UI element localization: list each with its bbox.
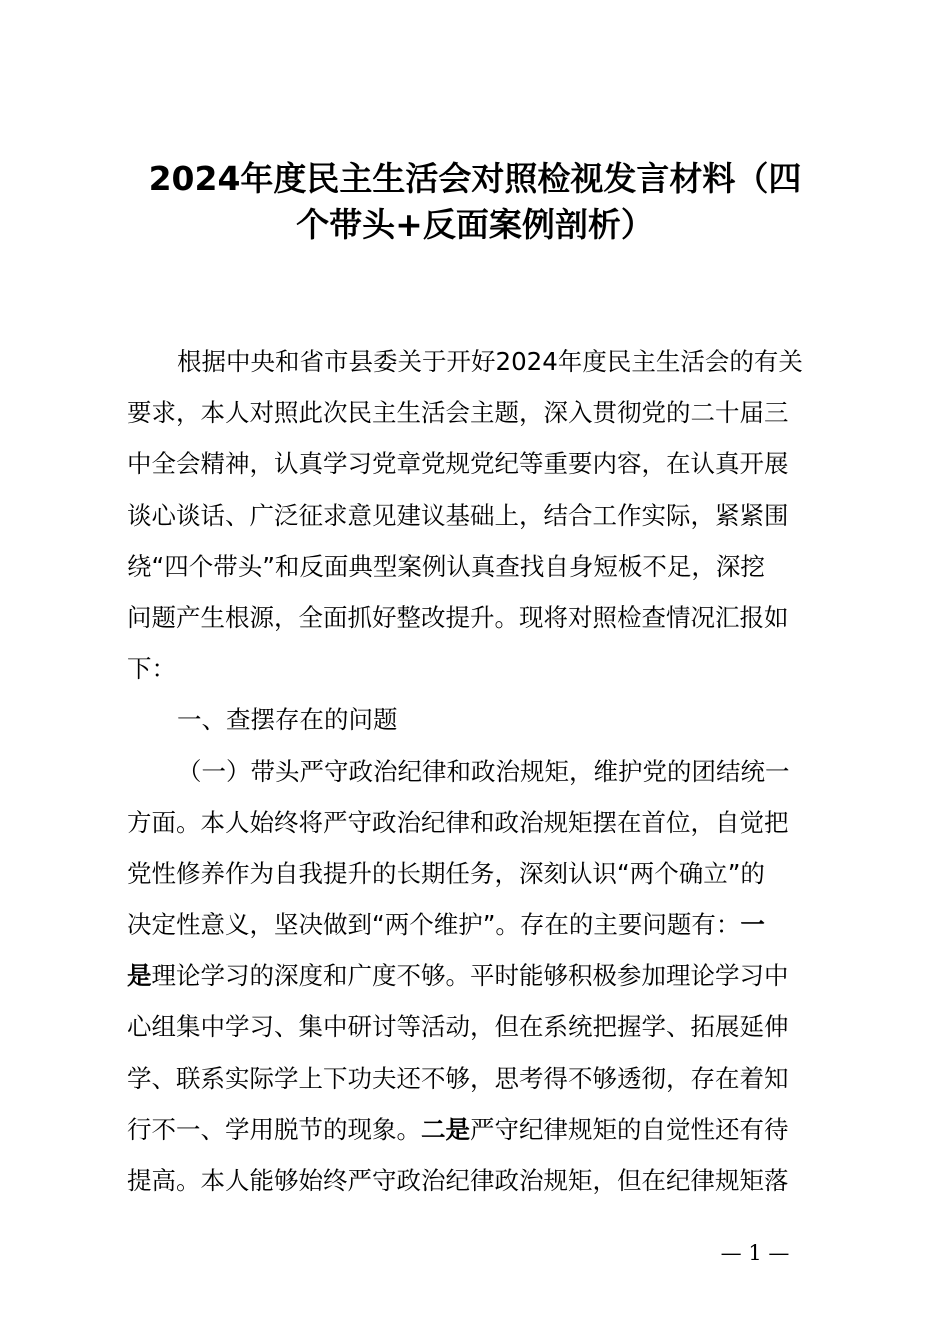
section-heading: 一、查摆存在的问题: [177, 705, 398, 735]
document-body: [127, 336, 833, 1206]
emphasis-text: 是: [127, 961, 152, 991]
paragraph-line: 方面。本人始终将严守政治纪律和政治规矩摆在首位，自觉把: [127, 807, 789, 837]
paragraph-line: 党性修养作为自我提升的长期任务，深刻认识“两个确立”的: [127, 858, 765, 888]
emphasis-text: 一: [740, 910, 765, 940]
paragraph-line: 根据中央和省市县委关于开好2024年度民主生活会的有关: [177, 347, 803, 376]
paragraph-line: 问题产生根源，全面抓好整改提升。现将对照检查情况汇报如: [127, 602, 789, 632]
paragraph-line: 中全会精神，认真学习党章党规党纪等重要内容，在认真开展: [127, 449, 789, 479]
paragraph-line: 绕“四个带头”和反面典型案例认真查找自身短板不足，深挖: [127, 551, 765, 581]
paragraph-line: [127, 1104, 833, 1155]
paragraph-line: [127, 899, 833, 950]
paragraph-line: 提高。本人能够始终严守政治纪律政治规矩，但在纪律规矩落: [127, 1166, 789, 1195]
title-line-2: 个带头+反面案例剖析）: [296, 205, 654, 244]
paragraph-text: 严守纪律规矩的自觉性还有待: [470, 1114, 789, 1144]
paragraph-text: 理论学习的深度和广度不够。平时能够积极参加理论学习中: [151, 961, 789, 991]
paragraph-line: 下：: [127, 654, 176, 684]
paragraph-line: 要求，本人对照此次民主生活会主题，深入贯彻党的二十届三: [127, 398, 789, 428]
title-line-1: 2024年度民主生活会对照检视发言材料（四: [148, 159, 802, 198]
emphasis-text: 二是: [421, 1114, 470, 1144]
paragraph-line: 谈心谈话、广泛征求意见建议基础上，结合工作实际，紧紧围: [127, 500, 789, 530]
page-number: — 1 —: [720, 1241, 790, 1265]
paragraph-text: 决定性意义，坚决做到“两个维护”。存在的主要问题有：: [127, 910, 741, 940]
paragraph-line: 学、联系实际学上下功夫还不够，思考得不够透彻，存在着知: [127, 1063, 789, 1093]
paragraph-line: 心组集中学习、集中研讨等活动，但在系统把握学、拓展延伸: [127, 1012, 789, 1042]
paragraph-line: [127, 950, 833, 1001]
paragraph-line: （一）带头严守政治纪律和政治规矩，维护党的团结统一: [177, 756, 790, 786]
paragraph-text: 行不一、学用脱节的现象。: [127, 1114, 421, 1144]
document-title: [110, 156, 840, 248]
